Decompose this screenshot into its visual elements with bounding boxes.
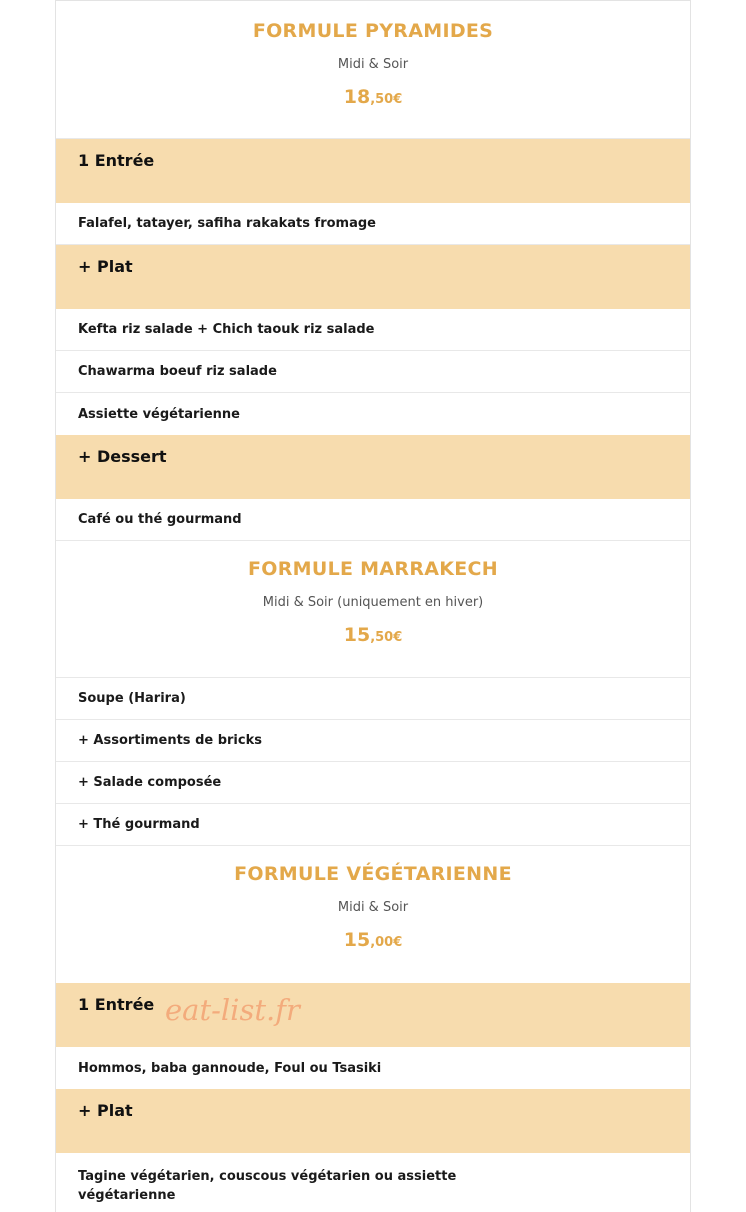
item-label: Soupe (Harira) <box>78 691 186 706</box>
list-item <box>56 720 690 762</box>
item-label: Assiette végétarienne <box>78 406 240 422</box>
item-label: + Thé gourmand <box>78 817 200 832</box>
list-item <box>56 678 690 720</box>
list-item <box>56 203 690 245</box>
formule-pyramides-header <box>56 1 690 139</box>
list-item <box>56 351 690 393</box>
item-label: Kefta riz salade + Chich taouk riz salade <box>78 322 375 337</box>
item-label: Chawarma boeuf riz salade <box>78 364 277 379</box>
item-label: Hommos, baba gannoude, Foul ou Tsasiki <box>78 1060 382 1076</box>
section-entree: 1 Entrée <box>56 983 690 1047</box>
list-item <box>56 1047 690 1089</box>
section-entree: 1 Entrée <box>56 139 690 203</box>
price-decimal: ,00€ <box>370 935 403 950</box>
item-label: Falafel, tatayer, safiha rakakats fromage <box>78 216 376 231</box>
section-dessert: + Dessert <box>56 435 690 499</box>
price-integer: 15 <box>343 624 371 646</box>
formule-price <box>56 929 690 951</box>
list-item <box>56 393 690 435</box>
item-label: Tagine végétarien, couscous végétarien ou assiette végétarienne <box>78 1169 457 1203</box>
formule-subtitle: Midi & Soir <box>337 900 409 915</box>
list-item <box>56 499 690 541</box>
formule-marrakech-header <box>56 541 690 678</box>
formule-title: FORMULE PYRAMIDES <box>252 20 494 42</box>
formule-title: FORMULE VÉGÉTARIENNE <box>234 863 512 885</box>
list-item <box>56 309 690 351</box>
price-integer: 18 <box>343 86 371 108</box>
formule-subtitle: Midi & Soir <box>337 57 409 72</box>
item-label: + Salade composée <box>78 775 222 790</box>
formule-price <box>56 624 690 646</box>
price-decimal: ,50€ <box>370 630 403 645</box>
formule-subtitle: Midi & Soir (uniquement en hiver) <box>262 595 484 610</box>
section-plat: + Plat <box>56 1089 690 1153</box>
price-decimal: ,50€ <box>370 92 403 107</box>
list-item <box>56 762 690 804</box>
formule-vegetarienne-header <box>56 846 690 983</box>
section-plat: + Plat <box>56 245 690 309</box>
list-item <box>56 804 690 846</box>
list-item <box>56 1153 690 1212</box>
menu-container <box>55 0 691 1212</box>
item-label: + Assortiments de bricks <box>78 733 262 748</box>
watermark: eat-list.fr <box>165 993 300 1027</box>
formule-price <box>56 86 690 108</box>
item-label: Café ou thé gourmand <box>78 512 242 527</box>
price-integer: 15 <box>343 929 371 951</box>
formule-title: FORMULE MARRAKECH <box>247 558 499 580</box>
